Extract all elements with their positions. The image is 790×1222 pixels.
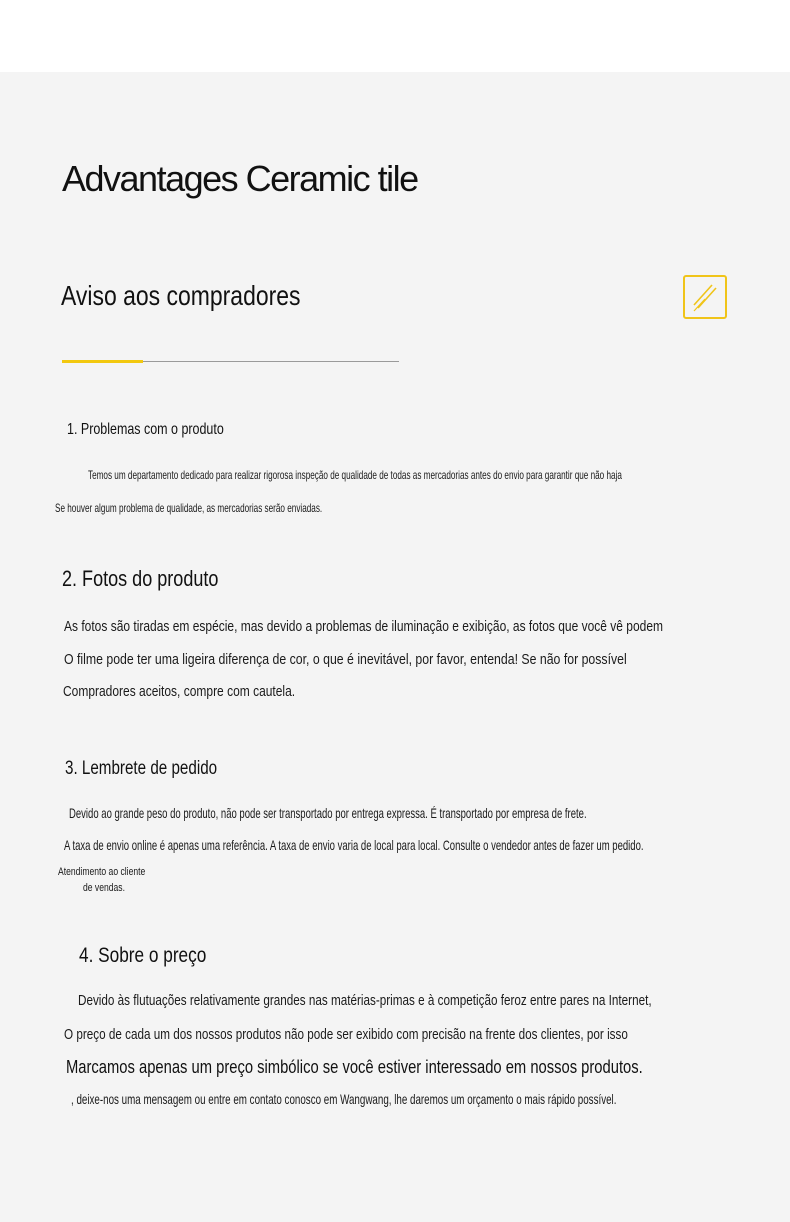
section-3-line-4 bbox=[83, 882, 137, 894]
section-3-line-3-text: Atendimento ao cliente bbox=[58, 866, 146, 878]
edit-icon bbox=[683, 275, 727, 319]
edit-icon-glyph bbox=[685, 277, 725, 317]
section-3-heading-text: 3. Lembrete de pedido bbox=[65, 758, 218, 779]
section-1-heading-text: 1. Problemas com o produto bbox=[67, 421, 224, 438]
section-4-heading bbox=[79, 944, 234, 968]
section-3-line-1-text: Devido ao grande peso do produto, não pode ser transportado por entrega expressa. É transportado por empresa de frete. bbox=[69, 805, 587, 821]
section-2-line-2-text: O filme pode ter uma ligeira diferença de cor, o que é inevitável, por favor, entenda! Se não for possível bbox=[64, 651, 627, 668]
section-1-line-2-text: Se houver algum problema de qualidade, as mercadorias serão enviadas. bbox=[55, 501, 323, 515]
section-4-line-2-text: O preço de cada um dos nossos produtos não pode ser exibido com precisão na frente dos clientes, por isso bbox=[64, 1026, 628, 1043]
section-4-line-1 bbox=[78, 992, 790, 1009]
section-3-line-4-text: de vendas. bbox=[83, 882, 125, 894]
content-panel bbox=[0, 72, 790, 1222]
section-2-line-2 bbox=[64, 651, 750, 668]
notice-heading-text: Aviso aos compradores bbox=[61, 280, 301, 311]
section-3-line-3 bbox=[58, 866, 170, 878]
section-4-line-4-text: , deixe-nos uma mensagem ou entre em contato conosco em Wangwang, lhe daremos um orçamento o mais rápido possível. bbox=[71, 1091, 617, 1107]
section-3-line-1 bbox=[69, 805, 790, 821]
top-margin bbox=[0, 0, 790, 72]
section-2-heading-text: 2. Fotos do produto bbox=[62, 566, 219, 591]
section-4-line-2 bbox=[64, 1026, 787, 1043]
section-4-line-3 bbox=[66, 1057, 769, 1078]
section-3-line-2-text: A taxa de envio online é apenas uma referência. A taxa de envio varia de local para local. Consulte o vendedor antes de fazer um pedido. bbox=[64, 837, 644, 853]
section-4-line-3-text: Marcamos apenas um preço simbólico se você estiver interessado em nossos produtos. bbox=[66, 1057, 643, 1077]
section-2-line-1 bbox=[64, 618, 790, 635]
section-1-heading bbox=[67, 421, 268, 439]
section-4-heading-text: 4. Sobre o preço bbox=[79, 944, 207, 967]
notice-heading bbox=[61, 280, 353, 312]
section-1-line-2 bbox=[55, 501, 448, 515]
section-2-line-3-text: Compradores aceitos, compre com cautela. bbox=[63, 683, 296, 700]
section-divider-accent bbox=[62, 360, 143, 363]
section-2-line-3 bbox=[63, 683, 353, 700]
page-title: Advantages Ceramic tile bbox=[62, 158, 418, 199]
section-1-line-1 bbox=[88, 468, 790, 482]
section-4-line-4 bbox=[71, 1091, 790, 1107]
section-2-heading bbox=[62, 566, 253, 592]
section-2-line-1-text: As fotos são tiradas em espécie, mas devido a problemas de iluminação e exibição, as fotos que você vê podem bbox=[64, 618, 663, 635]
section-3-heading bbox=[65, 758, 255, 780]
section-4-line-1-text: Devido às flutuações relativamente grandes nas matérias-primas e à competição feroz entre pares na Internet, bbox=[78, 992, 652, 1009]
section-3-line-2 bbox=[64, 837, 790, 853]
section-1-line-1-text: Temos um departamento dedicado para realizar rigorosa inspeção de qualidade de todas as mercadorias antes do envio para garantir que não haja bbox=[88, 468, 622, 482]
